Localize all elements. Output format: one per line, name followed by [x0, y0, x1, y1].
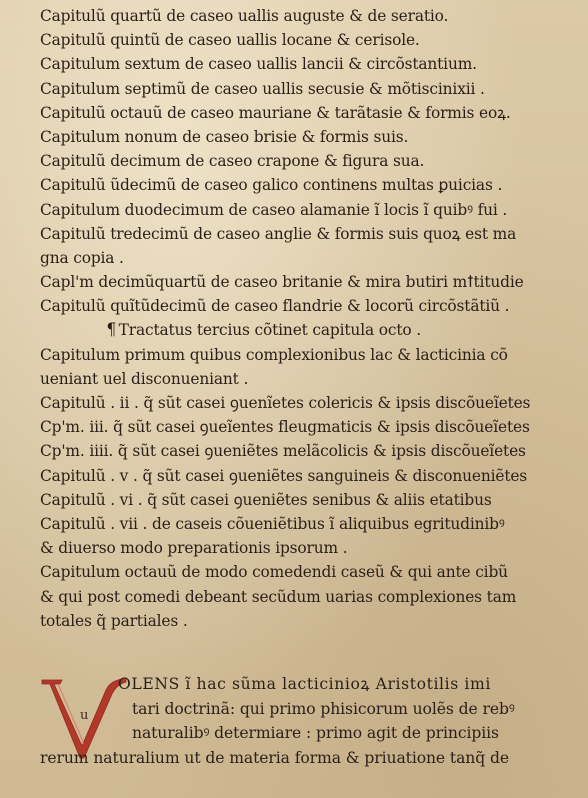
toc-line: totales q̃ partiales . [40, 611, 188, 630]
treatise-opening [40, 672, 580, 792]
tractatus-text: Tractatus tercius cõtinet capitula octo . [118, 321, 421, 340]
toc-line: & qui post comedi debeant secũdum uarias complexiones tam [40, 587, 517, 606]
toc-line: Capl'm decimũquartũ de caseo britanie & mira butiri mꝉtitudie [40, 273, 524, 292]
toc-line: Capitulũ . vi . q̃ sũt casei ꝯueniẽtes senibus & aliis etatibus [40, 490, 492, 509]
toc-line: Capitulũ quĩtũdecimũ de caseo flandrie & locorũ circõstãtiũ . [40, 297, 510, 316]
toc-line: Capitulũ ũdecimũ de caseo galico continens multas ꝑuicias . [40, 176, 503, 195]
paragraph-mark-icon: ¶ [106, 320, 117, 341]
body-line: naturalibꝰ determiare : primo agit de principiis [132, 724, 499, 742]
tractatus-heading [40, 318, 580, 342]
guide-letter: u [80, 708, 89, 723]
toc-line: Capitulũ . vii . de caseis cõueniẽtibus ĩ aliquibus egritudinibꝰ [40, 514, 505, 533]
table-of-contents [40, 4, 580, 633]
toc-line: Capitulum septimũ de caseo uallis secusie & mõtiscinixii . [40, 79, 485, 98]
toc-line: Capitulum nonum de caseo brisie & formis suis. [40, 127, 409, 146]
toc-line: Capitulũ . v . q̃ sũt casei ꝯueniẽtes sanguineis & disconueniẽtes [40, 466, 528, 485]
toc-line: Capitulum primum quibus complexionibus lac & lacticinia cõ [40, 345, 508, 364]
toc-line: ueniant uel disconueniant . [40, 369, 249, 388]
toc-line: Capitulum sextum de caseo uallis lancii & circõstantium. [40, 55, 477, 74]
toc-line: Cp'm. iiii. q̃ sũt casei ꝯueniẽtes melãcolicis & ipsis discõueĩetes [40, 442, 526, 461]
body-line: OLENS ĩ hac sũma lacticinioꝝ Aristotilis imi [118, 675, 491, 693]
toc-line: Capitulum octauũ de modo comedendi caseũ & qui ante cibũ [40, 563, 508, 582]
toc-line: Capitulũ octauũ de caseo mauriane & tarãtasie & formis eoꝝ. [40, 103, 511, 122]
opening-text [40, 672, 580, 770]
body-line: tari doctrinã: qui primo phisicorum uolẽs de rebꝰ [132, 699, 515, 718]
body-line: rerum naturalium ut de materia forma & priuatione tanq̃ de [40, 748, 509, 767]
toc-line: Capitulum duodecimum de caseo alamanie ĩ locis ĩ quibꝰ fui . [40, 200, 508, 219]
toc-line: Capitulũ . ii . q̃ sũt casei ꝯuenĩetes colericis & ipsis discõueĩetes [40, 394, 531, 412]
toc-line: Capitulũ tredecimũ de caseo anglie & formis suis quoꝝ est ma [40, 224, 517, 243]
toc-line: gna copia . [40, 248, 124, 267]
toc-line: Capitulũ quartũ de caseo uallis auguste & de seratio. [40, 7, 449, 25]
toc-line: & diuerso modo preparationis ipsorum . [40, 539, 348, 558]
toc-line: Capitulũ quintũ de caseo uallis locane & cerisole. [40, 31, 420, 50]
toc-line: Cp'm. iii. q̃ sũt casei ꝯueĩentes fleugmaticis & ipsis discõueĩetes [40, 418, 530, 437]
toc-line: Capitulũ decimum de caseo crapone & figura sua. [40, 152, 425, 171]
